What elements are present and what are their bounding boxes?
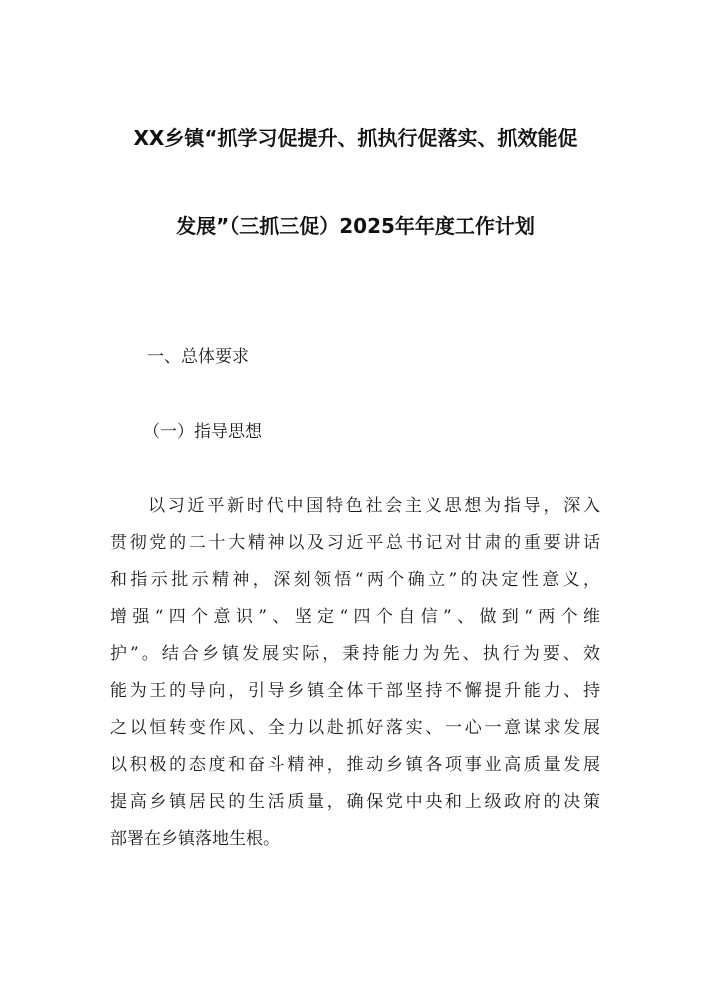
paragraph-line: 贯彻党的二十大精神以及习近平总书记对甘肃的重要讲话 [110, 533, 600, 553]
section-heading: 一、总体要求 [147, 347, 249, 367]
paragraph-line: 之以恒转变作风、全力以赴抓好落实、一心一意谋求发展 [110, 718, 600, 738]
paragraph-line: 以积极的态度和奋斗精神，推动乡镇各项事业高质量发展 [110, 755, 600, 775]
paragraph-line: 部署在乡镇落地生根。 [110, 829, 280, 849]
paragraph-line: 护”。结合乡镇发展实际，秉持能力为先、执行为要、效 [110, 644, 600, 664]
paragraph-line: 增强“四个意识”、坚定“四个自信”、做到“两个维 [110, 607, 600, 627]
document-title-line-2: 发展”（三抓三促）2025年年度工作计划 [176, 214, 535, 238]
paragraph-line: 能为王的导向，引导乡镇全体干部坚持不懈提升能力、持 [110, 681, 600, 701]
subsection-heading: （一）指导思想 [143, 422, 262, 442]
paragraph-line: 以习近平新时代中国特色社会主义思想为指导，深入 [148, 496, 600, 516]
paragraph-line: 和指示批示精神，深刻领悟“两个确立”的决定性意义， [110, 570, 600, 590]
paragraph-line: 提高乡镇居民的生活质量，确保党中央和上级政府的决策 [110, 792, 600, 812]
document-title-line-1: XX乡镇“抓学习促提升、抓执行促落实、抓效能促 [133, 126, 578, 150]
